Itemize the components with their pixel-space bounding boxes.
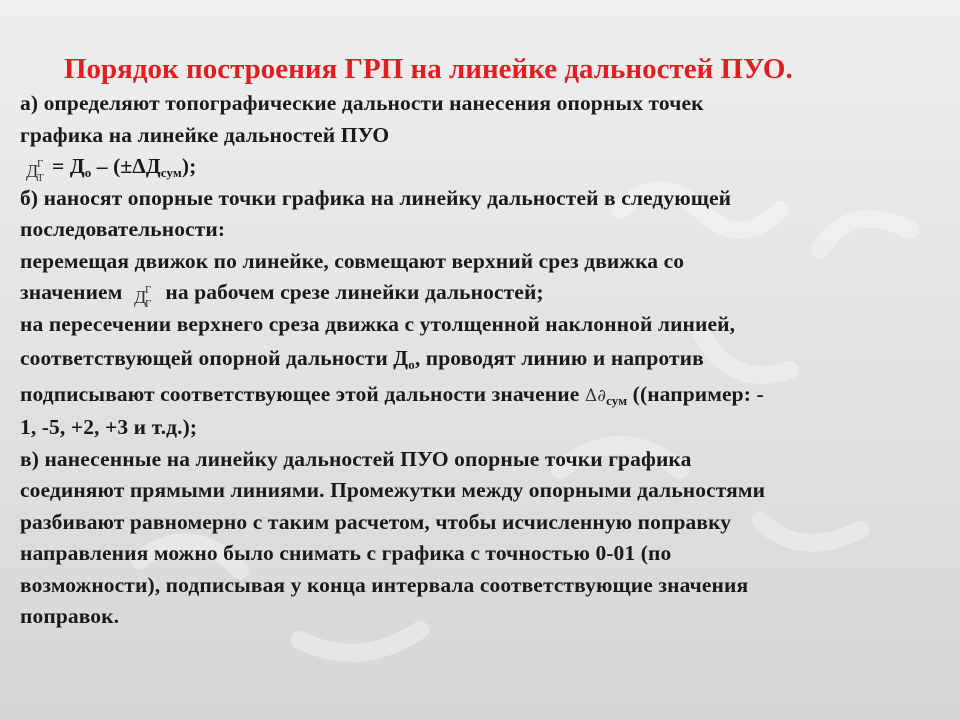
formula-sub-sum: сум: [160, 165, 182, 180]
reference-line: [20, 340, 945, 376]
text-line: разбивают равномерно с таким расчетом, чтобы исчисленную поправку: [20, 509, 732, 534]
text-line: перемещая движок по линейке, совмещают верхний срез движка со: [20, 248, 685, 273]
formula-sub-o: о: [84, 165, 92, 180]
value-line-suffix: на рабочем срезе линейки дальностей;: [165, 280, 544, 304]
slide-body: [20, 88, 945, 633]
sign-line-suffix: ((например: -: [627, 382, 764, 406]
text-line: последовательности:: [20, 217, 226, 241]
sign-line-prefix: подписывают соответствующее этой дальности значение: [20, 382, 585, 406]
range-symbol-sub: Т: [37, 172, 44, 184]
sign-line: [20, 376, 945, 412]
value-line-prefix: значением: [20, 280, 123, 304]
text-line: возможности), подписывая у конца интервала соответствующие значения: [20, 572, 749, 597]
text-line: в) нанесенные на линейку дальностей ПУО опорные точки графика: [20, 446, 692, 471]
text-line: графика на линейке дальностей ПУО: [20, 122, 390, 147]
text-line: направления можно было снимать с графика с точностью 0-01 (по: [20, 541, 672, 565]
range-symbol-base: Д: [26, 161, 39, 181]
text-line: 1, -5, +2, +3 и т.д.);: [20, 415, 198, 439]
reference-line-sub: о: [408, 357, 415, 372]
formula-line: [20, 151, 945, 183]
sign-line-sub: сум: [606, 393, 628, 408]
delta-symbol: Δ∂: [584, 386, 607, 406]
text-line: поправок.: [20, 604, 120, 628]
formula-rest-a: – (±ΔД: [91, 154, 161, 178]
value-line: [20, 277, 945, 309]
reference-line-suffix: , проводят линию и напротив: [414, 346, 704, 370]
reference-line-prefix: соответствующей опорной дальности Д: [20, 346, 409, 370]
text-line: соединяют прямыми линиями. Промежутки между опорными дальностями: [20, 478, 766, 502]
range-symbol: [133, 280, 156, 310]
slide-title: Порядок построения ГРП на линейке дальностей ПУО.: [64, 53, 793, 85]
formula-rest-b: );: [181, 154, 197, 178]
text-line: б) наносят опорные точки графика на линейку дальностей в следующей: [20, 185, 732, 210]
text-line: а) определяют топографические дальности нанесения опорных точек: [20, 91, 704, 115]
range-symbol-sup: Г: [144, 284, 152, 296]
range-symbol-base: Д: [133, 287, 147, 307]
formula-eq: = Д: [52, 154, 85, 178]
range-symbol-sup: Г: [37, 158, 44, 170]
text-line: на пересечении верхнего среза движка с утолщенной наклонной линией,: [20, 311, 736, 336]
range-symbol-sub: Г: [144, 298, 152, 310]
range-symbol: [26, 154, 48, 184]
